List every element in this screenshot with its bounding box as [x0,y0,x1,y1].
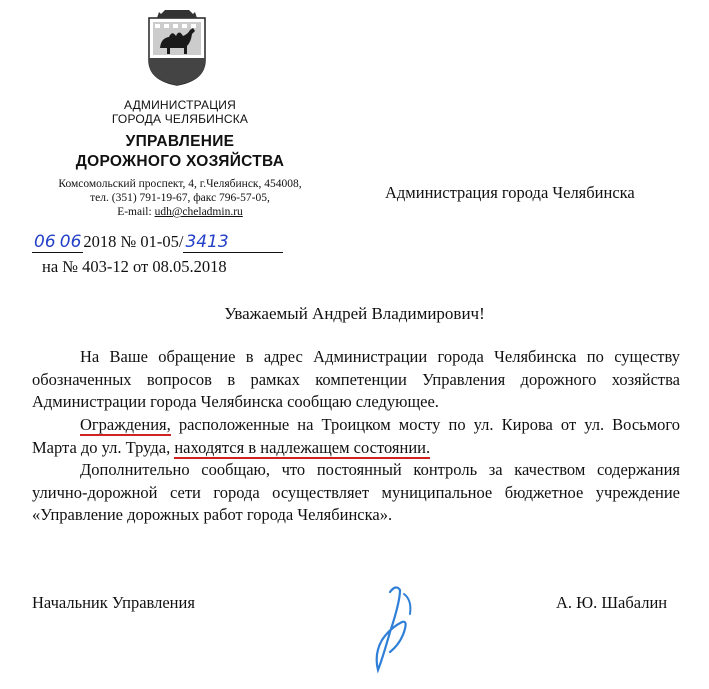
city-coat-of-arms-icon [147,10,207,86]
outgoing-date-handwritten [32,232,83,253]
admin-title-line1: АДМИНИСТРАЦИЯ [123,98,236,112]
paragraph-2-middle: расположенные на Троицком мосту по ул. Кирова от ул. Восьмого Марта до ул. Труда, [32,415,680,457]
paragraph-3: Дополнительно сообщаю, что постоянный контроль за качеством содержания улично-дорожной сети города осуществляет муниципальное бюджетное учреждение «Управление дорожных работ города Челябинска». [32,460,680,524]
paragraph-1: На Ваше обращение в адрес Администрации города Челябинска по существу обозначенных вопросов в рамках компетенции Управления дорожного хозяйства Администрации города Челябинска сообщаю следующее. [32,347,680,411]
email-line [30,206,330,218]
paragraph-2 [32,414,680,459]
email-label: E-mail: [117,206,155,218]
outgoing-number-handwritten: 3413 [185,232,229,252]
outgoing-day: 06 [34,232,56,252]
email-link[interactable]: udh@cheladmin.ru [154,206,243,218]
outgoing-number-prefix: № 01-05/ [120,232,184,251]
outgoing-number-line [32,232,283,253]
department-title-line1: УПРАВЛЕНИЕ [125,133,235,150]
reference-line: на № 403-12 от 08.05.2018 [42,257,227,276]
address-line: Комсомольский проспект, 4, г.Челябинск, 454008, [58,178,302,190]
salutation: Уважаемый Андрей Владимирович! [224,304,485,323]
department-title-line2: ДОРОЖНОГО ХОЗЯЙСТВА [75,153,285,170]
outgoing-year: 2018 [83,232,117,251]
highlight-fences: Ограждения, [80,415,171,434]
admin-title-line2: ГОРОДА ЧЕЛЯБИНСКА [111,112,249,126]
signatory-name: А. Ю. Шабалин [556,593,668,612]
phone-line: тел. (351) 791-19-67, факс 796-57-05, [90,192,270,204]
handwritten-signature-icon [360,582,440,677]
highlight-condition: находятся в надлежащем состоянии. [174,437,431,457]
recipient: Администрация города Челябинска [385,183,635,202]
outgoing-month: 06 [59,232,82,252]
signatory-title: Начальник Управления [32,593,195,612]
